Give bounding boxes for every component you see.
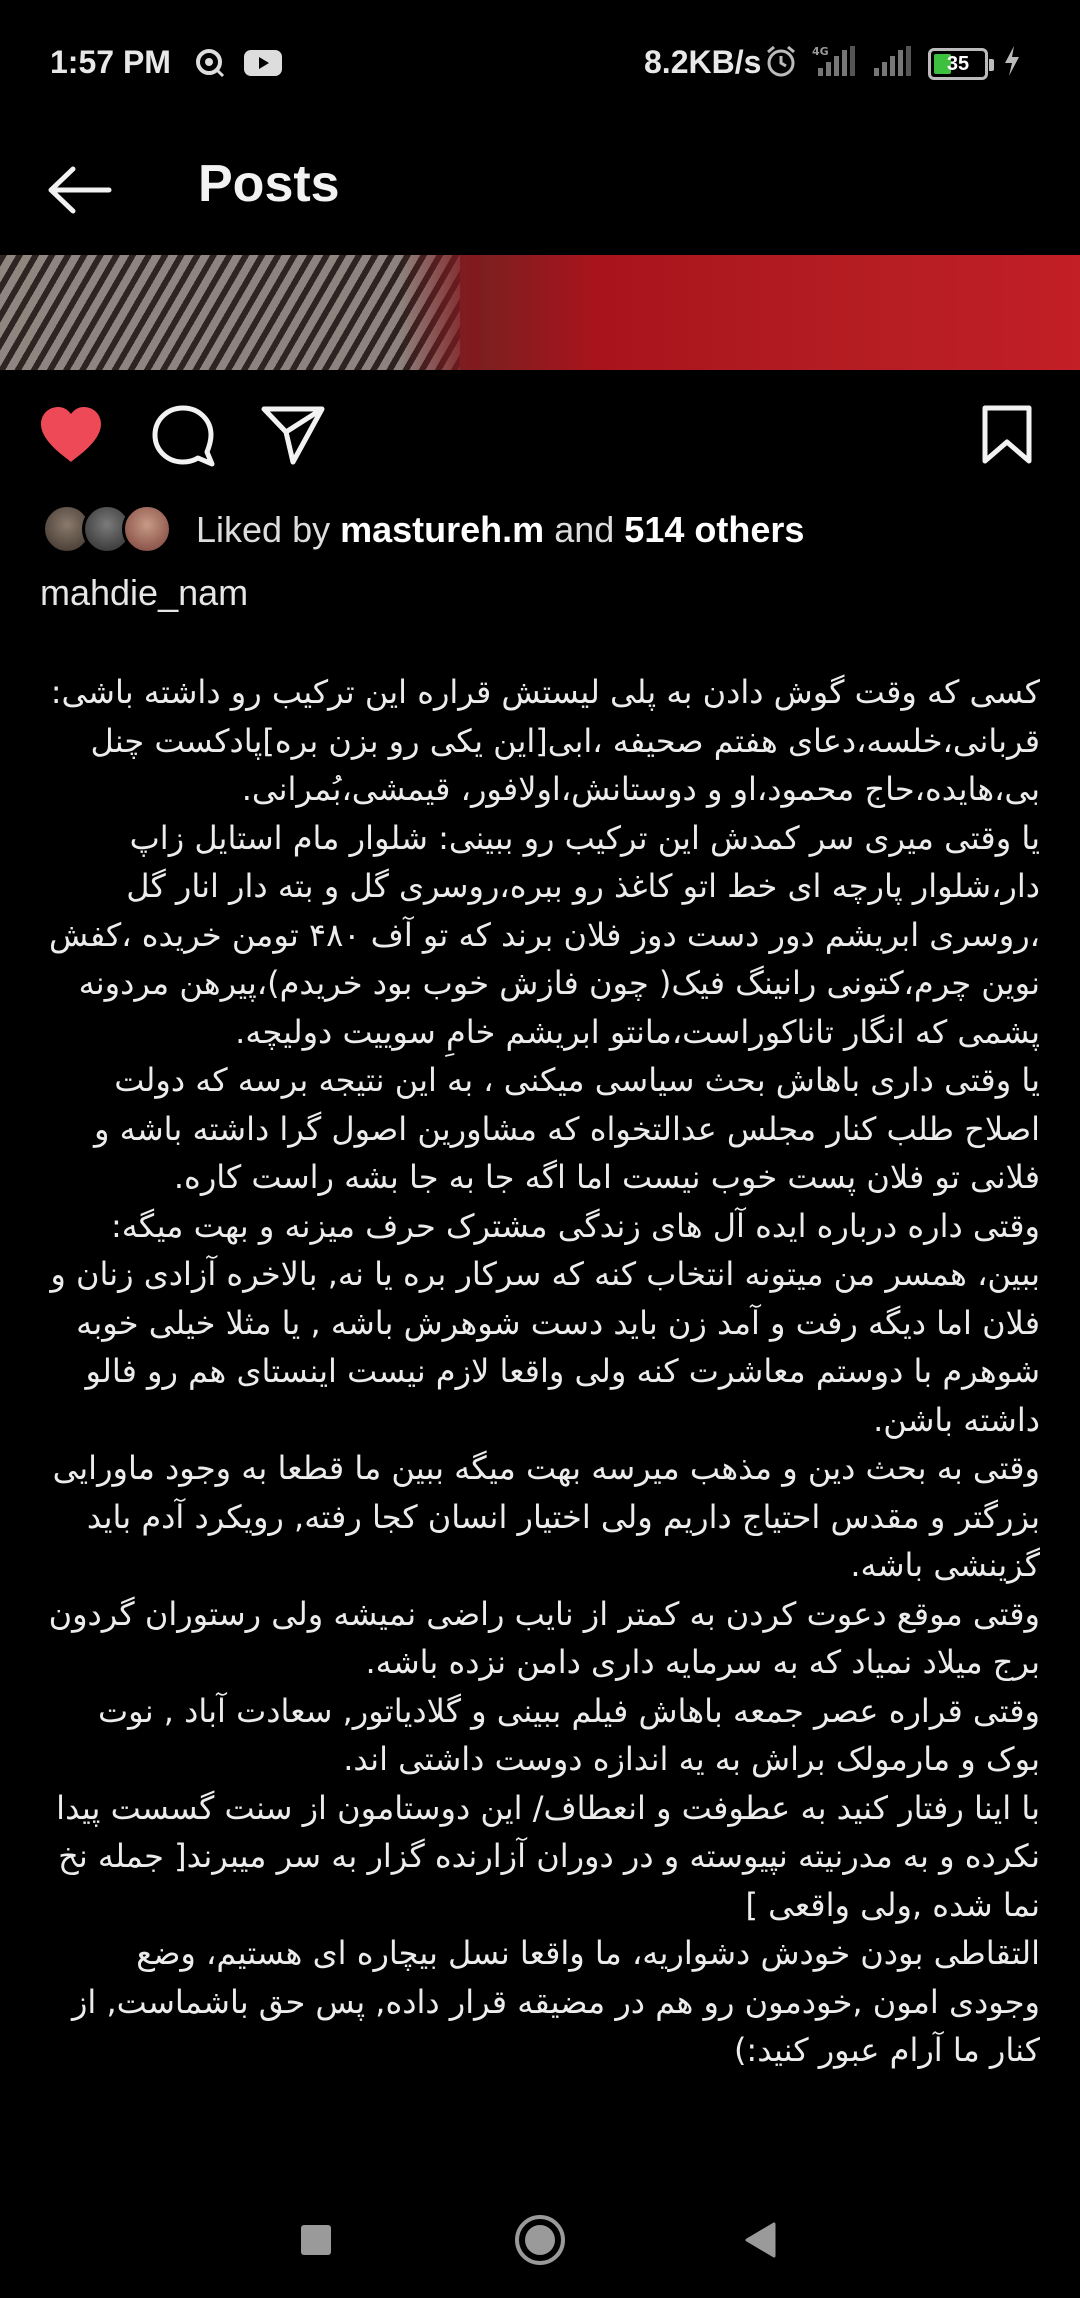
signal-4g-icon xyxy=(812,44,858,83)
likes-summary[interactable] xyxy=(196,509,804,551)
likes-row[interactable] xyxy=(42,500,804,560)
svg-text:4G: 4G xyxy=(812,45,829,58)
likes-conjunction: and xyxy=(554,509,615,550)
save-button[interactable] xyxy=(972,400,1042,470)
post-actions xyxy=(0,390,1080,480)
bookmark-icon xyxy=(980,404,1034,466)
battery-level: 35 xyxy=(946,52,970,75)
post-author[interactable]: mahdie_nam xyxy=(40,572,249,613)
battery-icon xyxy=(928,48,988,80)
system-back-button[interactable] xyxy=(720,2200,800,2280)
home-button[interactable] xyxy=(500,2200,580,2280)
app-header xyxy=(0,130,1080,255)
signal-icon xyxy=(872,44,914,83)
comment-icon xyxy=(150,403,216,467)
liker-avatars[interactable] xyxy=(42,502,182,558)
share-button[interactable] xyxy=(258,400,328,470)
youtube-icon xyxy=(243,48,283,83)
message-bubble-icon xyxy=(195,48,225,83)
home-circle-icon xyxy=(512,2212,568,2268)
like-button[interactable] xyxy=(36,400,106,470)
avatar xyxy=(122,504,172,554)
heart-icon xyxy=(37,404,105,466)
network-speed: 8.2KB/s xyxy=(644,44,762,80)
post-caption: کسی که وقت گوش دادن به پلی لیستش قراره این ترکیب رو داشته باشی: قربانی،خلسه،دعای هفتم صحیفه ،ابی[این یکی رو بزن بره]پادکست چنل بی،هایده،حاج محمود،او و دوستانش،اولافور، قیمشی،بُمرانی. یا وقتی میری سر کمدش این ترکیب رو ببینی: شلوار مام استایل زاپ دار،شلوار پارچه ای خط اتو کاغذ رو ببره،روسری گل و بته دار انار گل ،روسری ابریشم دور دست دوز فلان برند که تو آف ۴۸۰ تومن خریده ،کفش نوین چرم،کتونی رانینگ فیک( چون فازش خوب بود خریدم)،پیرهن مردونه پشمی که انگار تاناکوراست،مانتو ابریشم خامِ سوییت دولیچه. یا وقتی داری باهاش بحث سیاسی میکنی ، به این نتیجه برسه که دولت اصلاح طلب کنار مجلس عدالتخواه که مشاورین اصول گرا داشته باشه و فلانی تو فلان پست خوب نیست اما اگه جا به جا بشه راست کاره. وقتی داره درباره ایده آل های زندگی مشترک حرف میزنه و بهت میگه: ببین، همسر من میتونه انتخاب کنه که سرکار بره یا نه, بالاخره آزادی زنان و فلان اما دیگه رفت و آمد زن باید دست شوهرش باشه , یا مثلا خیلی خوبه شوهرم با دوستم معاشرت کنه ولی واقعا لازم نیست اینستای هم رو فالو داشته باشن. وقتی به بحث دین و مذهب میرسه بهت میگه ببین ما قطعا به وجود ماورایی بزرگتر و مقدس احتیاج داریم ولی اختیار انسان کجا رفته, رویکرد آدم باید گزینشی باشه. وقتی موقع دعوت کردن به کمتر از نایب راضی نمیشه ولی رستوران گردون برج میلاد نمیاد که به سرمایه داری دامن نزده باشه. وقتی قراره عصر جمعه باهاش فیلم ببینی و گلادیاتور, سعادت آباد , نوت بوک و مارمولک براش به یه اندازه دوست داشتی اند. با اینا رفتار کنید به عطوفت و انعطاف/ این دوستامون از سنت گسست پیدا نکرده و به مدرنیته نپیوسته و در دوران آزارنده گزار به سر میبرند[ جمله نخ نما شده ,ولی واقعی ] التقاطی بودن خودش دشواریه، ما واقعا نسل بیچاره ای هستیم، وضع وجودی امون ,خودمون رو هم در مضیقه قرار داده, پس حق باشماست, از کنار ما آرام عبور کنید:) xyxy=(48,673,1040,2069)
recents-square-icon xyxy=(298,2222,334,2258)
page-title: Posts xyxy=(198,155,340,213)
arrow-left-icon xyxy=(47,165,113,215)
recents-button[interactable] xyxy=(276,2200,356,2280)
post-image[interactable] xyxy=(0,255,1080,370)
alarm-icon xyxy=(764,44,798,83)
likes-prefix: Liked by xyxy=(196,509,331,550)
system-nav-bar xyxy=(0,2180,1080,2298)
status-time: 1:57 PM xyxy=(50,44,171,80)
comment-button[interactable] xyxy=(148,400,218,470)
charging-icon xyxy=(1002,44,1022,83)
likes-others[interactable]: 514 others xyxy=(624,509,805,550)
share-icon xyxy=(260,404,326,466)
status-bar xyxy=(0,0,1080,130)
back-button[interactable] xyxy=(40,155,120,225)
back-triangle-icon xyxy=(742,2220,778,2260)
liker-username[interactable]: mastureh.m xyxy=(340,509,545,550)
